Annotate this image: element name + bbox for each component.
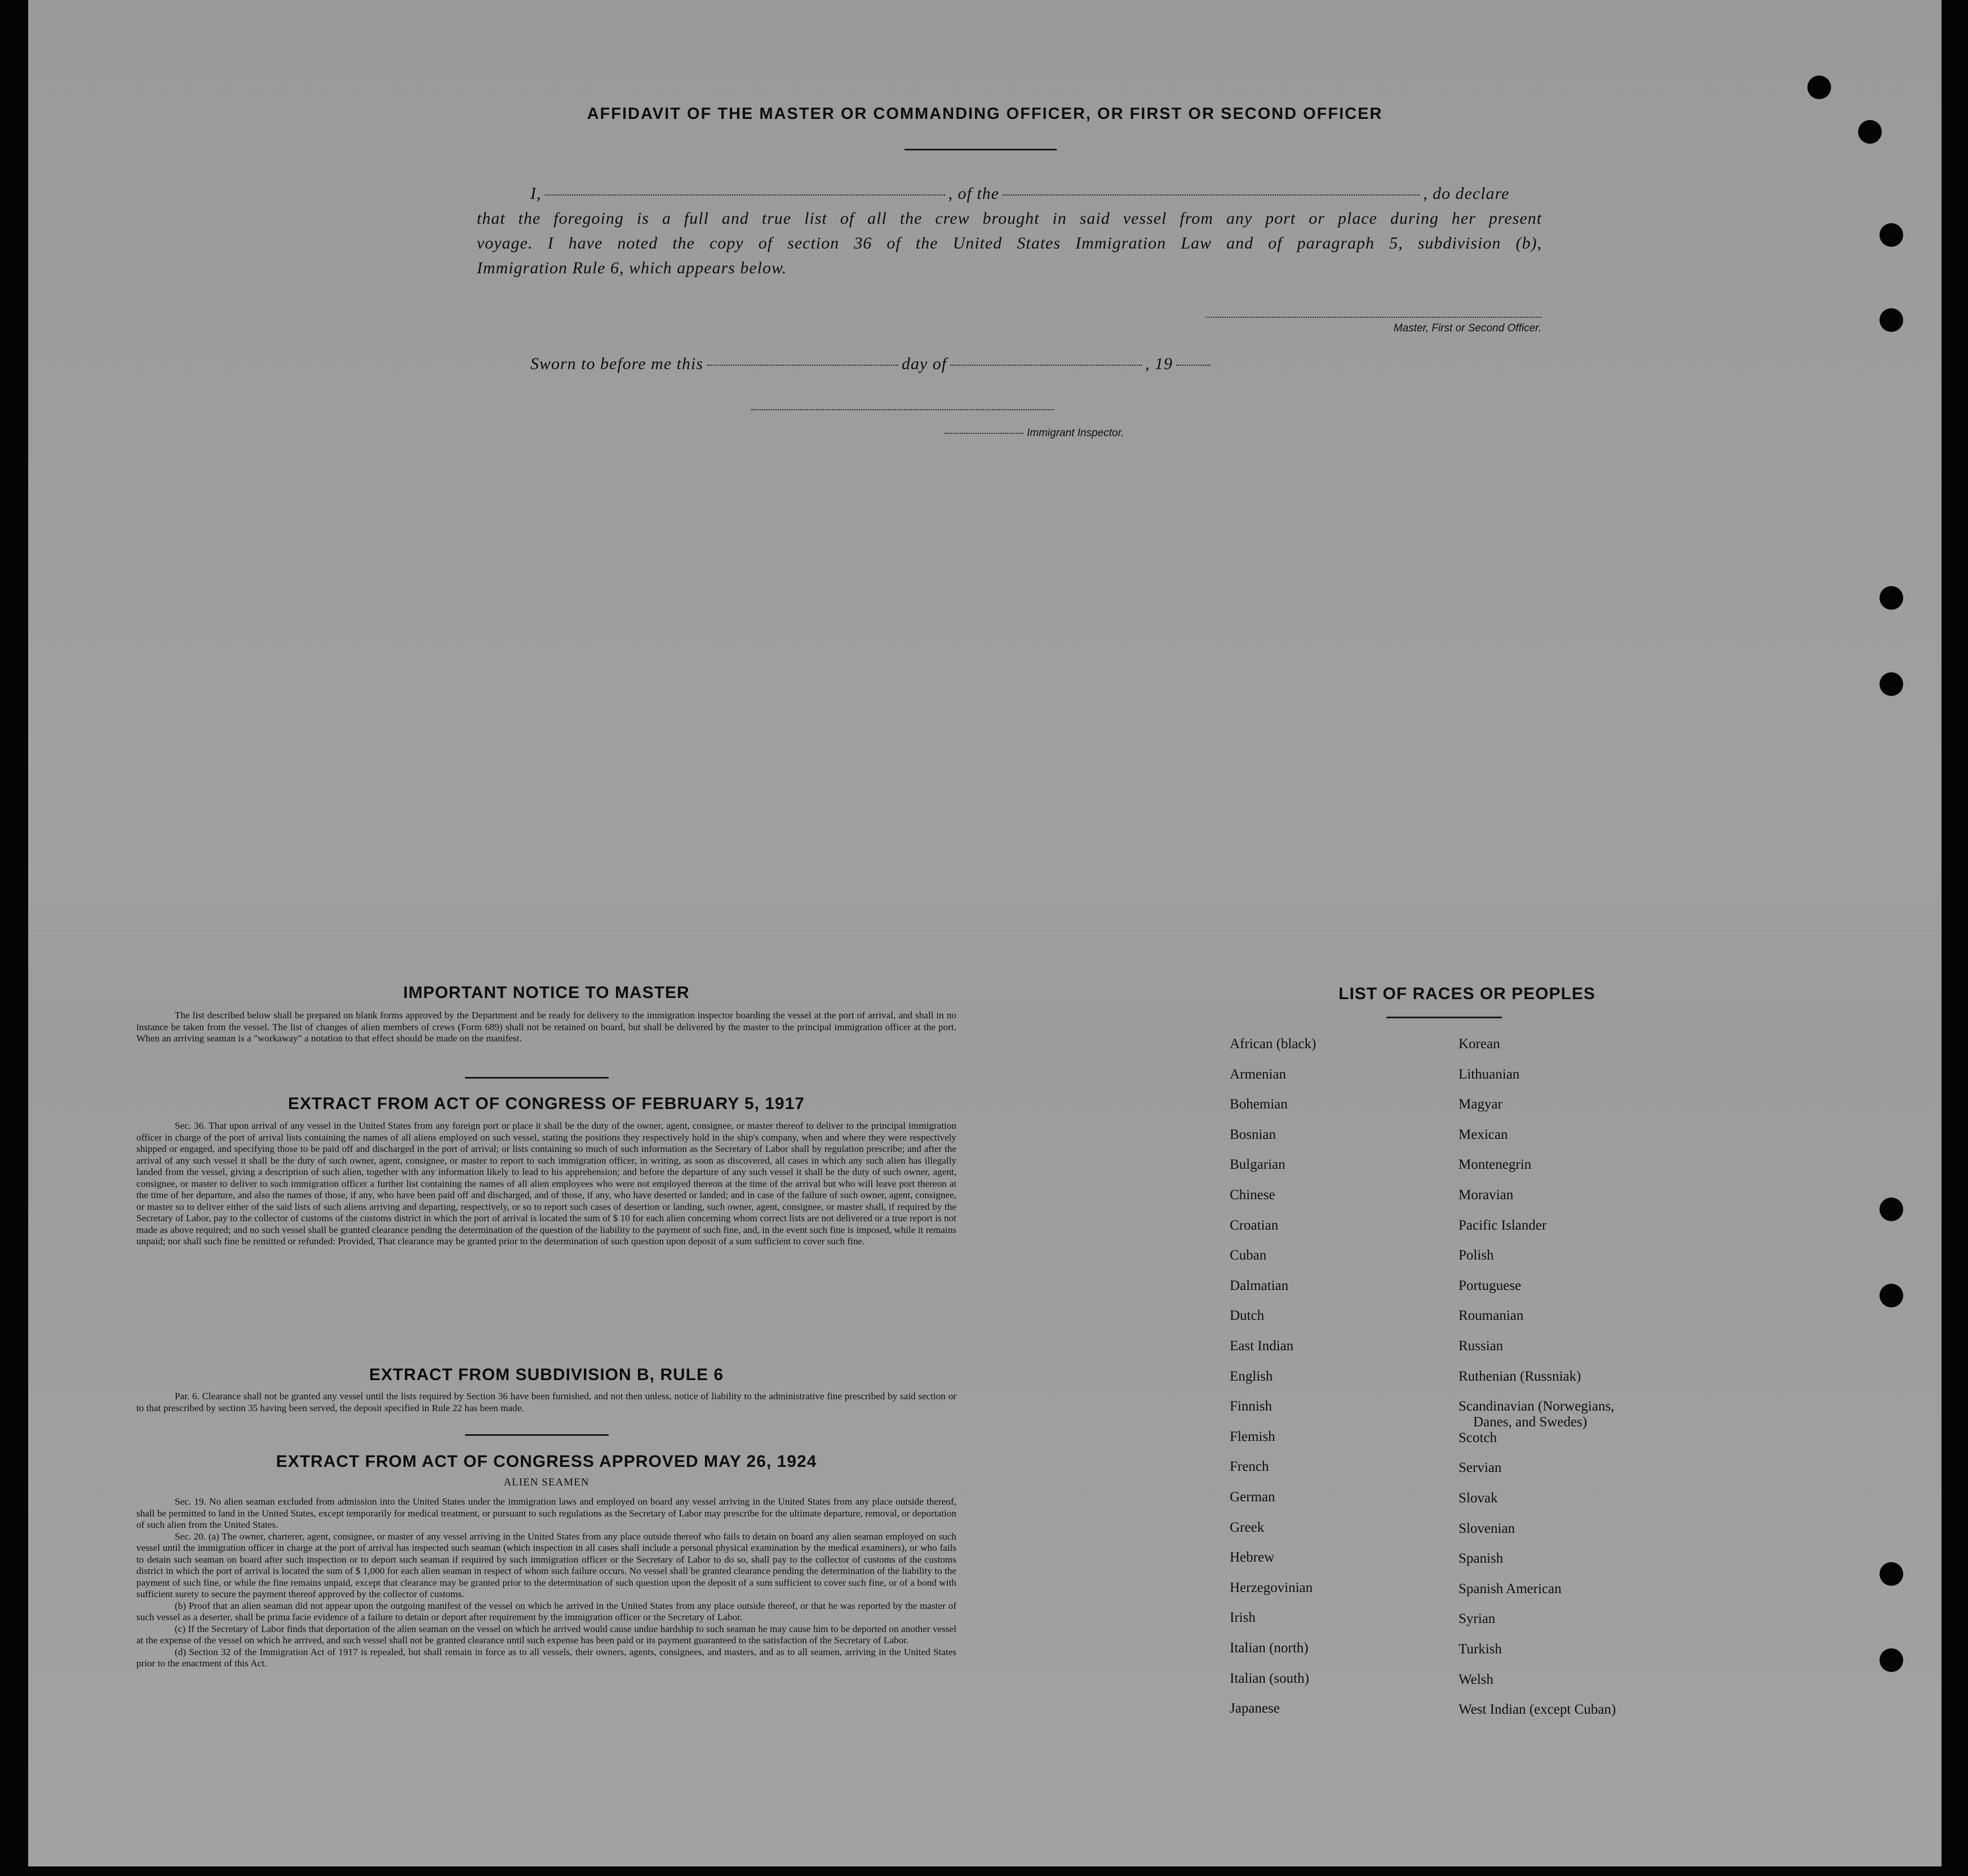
affidavit-line-2: that the foregoing is a full and true list of all the crew brought in said vessel from any port or place during her present (477, 209, 1542, 228)
extract-1917-paragraph: Sec. 36. That upon arrival of any vessel in the United States from any foreign port or place it shall be the duty of the owner, agent, consignee, or master thereof to deliver to the principal immigration officer in charge of the port of arrival lists containing the names of all aliens employed on such vessel, stating the positions they respectively hold in the ship's company, when and where they were respectively shipped or engaged, and specifying those to be paid off and discharged in the port of arrival; or lists containing so much of such information as the Secretary of Labor shall by regulation prescribe; and after the arrival of any such vessel it shall be the duty of such owner, agent, consignee, or master to report to such immigration officer, in writing, as soon as discovered, all cases in which any such alien has illegally landed from the vessel, giving a description of such alien, together with any information likely to lead to his apprehension; and before the departure of any such vessel it shall be the duty of such owner, agent, consignee, or master to deliver to such immigration officer a further list containing the names of all alien employees who were not employed thereon at the time of the arrival but who will leave port thereon at the time of her departure, and also the names of those, if any, who have been paid off and discharged, and of those, if any, who have deserted or landed; and in case of the failure of such owner, agent, consignee, or master so to deliver either of the said lists of such aliens arriving and departing, respectively, or so to report such cases of desertion or landing, such owner, agent, consignee, or master shall, if required by the Secretary of Labor, pay to the collector of customs of the customs district in which the port of arrival is located the sum of $ 10 for each alien concerning whom correct lists are not delivered or a true report is not made as above required; and no such vessel shall be granted clearance pending the determination of the question of the liability to the payment of such fine, and, in the event such fine is imposed, while it remains unpaid; nor shall such fine be remitted or refunded: Provided, That clearance may be granted prior to the determination of such question upon deposit of a sum sufficient to cover such fine. (136, 1120, 956, 1247)
inspector-signature-line (751, 409, 1054, 410)
month-blank (950, 365, 1142, 366)
race-item: Herzegovinian (1230, 1580, 1313, 1595)
race-item: Flemish (1230, 1429, 1275, 1444)
inspector-label-row (941, 427, 1124, 440)
signature-line (1206, 317, 1541, 318)
extract-1924-paragraph: (d) Section 32 of the Immigration Act of 1917 is repealed, but shall remain in force as to all vessels, their owners, agents, consignees, and masters, and as to all seamen, arriving in the United States prior to the enactment of this Act. (136, 1646, 956, 1669)
extract-1924-paragraph: Sec. 19. No alien seaman excluded from admission into the United States under the immigration laws and employed on board any vessel arriving in the United States from any place outside thereof, shall be permitted to land in the United States, except temporarily for medical treatment, or pursuant to such regulations as the Secretary of Labor may prescribe for the ultimate departure, removal, or deportation of such alien from the United States. (136, 1496, 956, 1530)
race-item: Syrian (1459, 1611, 1496, 1626)
race-item: Italian (south) (1230, 1671, 1309, 1686)
race-item: Finnish (1230, 1399, 1273, 1414)
race-item: Chinese (1230, 1187, 1275, 1203)
extract-rule6-paragraph: Par. 6. Clearance shall not be granted any vessel until the lists required by Section 36 have been furnished, and not then unless, notice of liability to the administrative fine prescribed by said section or to that prescribed by section 35 having been served, the deposit specified in Rule 22 has been made. (136, 1391, 956, 1413)
race-item: African (black) (1230, 1036, 1317, 1052)
race-item: Slovenian (1459, 1521, 1515, 1536)
divider-rule (465, 1077, 609, 1079)
binder-hole (1880, 1198, 1903, 1221)
extract-rule6-body (136, 1391, 956, 1414)
extract-1917-body (136, 1120, 956, 1248)
document-sheet (28, 0, 1942, 1866)
inspector-label: Immigrant Inspector. (1027, 427, 1124, 439)
race-item: Roumanian (1459, 1308, 1524, 1323)
binder-hole (1880, 586, 1903, 610)
races-title: LIST OF RACES OR PEOPLES (1338, 984, 1595, 1003)
race-item: Spanish American (1459, 1581, 1562, 1596)
race-item: Montenegrin (1459, 1157, 1532, 1172)
race-item: French (1230, 1459, 1269, 1474)
notice-title: IMPORTANT NOTICE TO MASTER (403, 983, 690, 1002)
race-item: English (1230, 1369, 1273, 1384)
extract-1924-paragraph: (c) If the Secretary of Labor finds that deportation of the alien seaman on the vessel on which he arrived would cause undue hardship to such seaman he may cause him to be deported on another vessel at the expense of the vessel on which he arrived, and such vessel shall not be granted clearance until such expense has been paid or its payment guaranteed to the satisfaction of the Secretary of Labor. (136, 1623, 956, 1646)
race-item: Armenian (1230, 1067, 1286, 1082)
race-item: Cuban (1230, 1248, 1267, 1263)
name-blank (545, 194, 945, 196)
race-item: Croatian (1230, 1218, 1279, 1233)
race-item: Polish (1459, 1248, 1494, 1263)
race-item: Korean (1459, 1036, 1500, 1052)
race-item: Scotch (1459, 1430, 1497, 1445)
extract-1924-paragraph: Sec. 20. (a) The owner, charterer, agent, consignee, or master of any vessel arriving in the United States from any place outside thereof who fails to detain on board any alien seaman employed on such vessel until the immigration officer in charge at the port of arrival has inspected such seaman (which inspection in all cases shall include a personal physical examination by the medical examiners), or who fails to detain such seaman on board after such inspection or to deport such seaman if required by such immigration officer or the Secretary of Labor to do so, shall pay to the collector of customs of the customs district in which the port of arrival is located the sum of $ 1,000 for each alien seaman in respect of whom such failure occurs. No vessel shall be granted clearance pending the determination of the liability to the payment of such fine, or while the fine remains unpaid, except that clearance may be granted prior to the determination of such question upon the deposit of a sum sufficient to cover such fine, or of a bond with sufficient surety to secure the payment thereof approved by the collector of customs. (136, 1531, 956, 1599)
race-item: Moravian (1459, 1187, 1514, 1203)
race-item: Hebrew (1230, 1550, 1275, 1565)
race-item: Danes, and Swedes) (1473, 1414, 1588, 1430)
page-fold (28, 931, 1942, 933)
binder-hole (1880, 308, 1903, 332)
race-item: Ruthenian (Russniak) (1459, 1369, 1581, 1384)
race-item: Greek (1230, 1520, 1265, 1535)
affidavit-line-4: Immigration Rule 6, which appears below. (477, 259, 787, 277)
races-left-column (1230, 1036, 1444, 1716)
extract-1924-body (136, 1496, 956, 1670)
divider-rule (465, 1434, 609, 1436)
day-blank (707, 365, 898, 366)
sworn-text: Sworn to before me this (530, 354, 703, 373)
title-rule (905, 149, 1057, 150)
race-item: Bohemian (1230, 1097, 1288, 1112)
affidavit-line-1 (477, 181, 1542, 206)
extract-rule6-title: EXTRACT FROM SUBDIVISION B, RULE 6 (369, 1365, 724, 1384)
race-item: German (1230, 1489, 1275, 1505)
race-item: Irish (1230, 1610, 1256, 1625)
race-item: West Indian (except Cuban) (1459, 1702, 1616, 1717)
race-item: Lithuanian (1459, 1067, 1520, 1082)
sworn-line (477, 352, 1435, 376)
race-item: Dutch (1230, 1308, 1265, 1323)
binder-hole (1880, 1284, 1903, 1307)
race-item: Turkish (1459, 1642, 1502, 1657)
race-item: Japanese (1230, 1701, 1280, 1716)
year-blank (1176, 365, 1210, 366)
extract-1924-subtitle: ALIEN SEAMEN (503, 1476, 589, 1488)
race-item: Mexican (1459, 1127, 1508, 1142)
binder-hole (1858, 120, 1882, 144)
affidavit-title: AFFIDAVIT OF THE MASTER OR COMMANDING OFFICER, OR FIRST OR SECOND OFFICER (587, 105, 1383, 123)
race-item: Magyar (1459, 1097, 1502, 1112)
race-item: Russian (1459, 1338, 1504, 1354)
race-item: Welsh (1459, 1672, 1493, 1687)
race-item: Bulgarian (1230, 1157, 1286, 1172)
binder-hole (1880, 1648, 1903, 1672)
race-item: Italian (north) (1230, 1640, 1309, 1656)
binder-hole (1807, 76, 1831, 99)
race-item: Servian (1459, 1460, 1502, 1475)
notice-body (136, 1010, 956, 1045)
year-prefix: , 19 (1145, 354, 1173, 373)
race-item: East Indian (1230, 1338, 1294, 1354)
race-item: Dalmatian (1230, 1278, 1289, 1293)
race-item: Portuguese (1459, 1278, 1522, 1293)
extract-1924-title: EXTRACT FROM ACT OF CONGRESS APPROVED MAY 26, 1924 (276, 1452, 817, 1471)
binder-hole (1880, 672, 1903, 696)
race-item: Scandinavian (Norwegians, (1459, 1399, 1615, 1414)
binder-hole (1880, 223, 1903, 247)
races-title-rule (1386, 1017, 1502, 1018)
affidavit-line-3: voyage. I have noted the copy of section 36 of the United States Immigration Law and of paragraph 5, subdivision (b), (477, 234, 1542, 252)
extract-1917-title: EXTRACT FROM ACT OF CONGRESS OF FEBRUARY 5, 1917 (288, 1094, 805, 1113)
vessel-blank (1003, 194, 1420, 196)
day-of-text: day of (901, 354, 947, 373)
notice-paragraph: The list described below shall be prepared on blank forms approved by the Department and be ready for delivery to the immigration inspector boarding the vessel at the port of arrival, and shall in no instance be taken from the vessel. The list of changes of alien members of crews (Form 689) shall not be retained on board, but shall be delivered by the master to the principal immigration officer at the port. When an arriving seaman is a "workaway" a notation to that effect should be made on the manifest. (136, 1010, 956, 1044)
race-item: Pacific Islander (1459, 1218, 1547, 1233)
race-item: Spanish (1459, 1551, 1504, 1566)
races-right-column (1459, 1036, 1695, 1717)
binder-hole (1880, 1562, 1903, 1586)
affidavit-of-the: , of the (948, 184, 999, 203)
affidavit-declare: , do declare (1423, 184, 1510, 203)
extract-1924-paragraph: (b) Proof that an alien seaman did not appear upon the outgoing manifest of the vessel on which he arrived in the United States from any place outside thereof, or that he was reported by the master of such vessel as a deserter, shall be prima facie evidence of a failure to detain or deport after requirement by the immigration officer or the Secretary of Labor. (136, 1600, 956, 1622)
affidavit-i: I, (530, 184, 542, 203)
race-item: Bosnian (1230, 1127, 1276, 1142)
race-item: Slovak (1459, 1491, 1498, 1506)
signature-label: Master, First or Second Officer. (1393, 322, 1541, 334)
inspector-blank (945, 433, 1023, 434)
